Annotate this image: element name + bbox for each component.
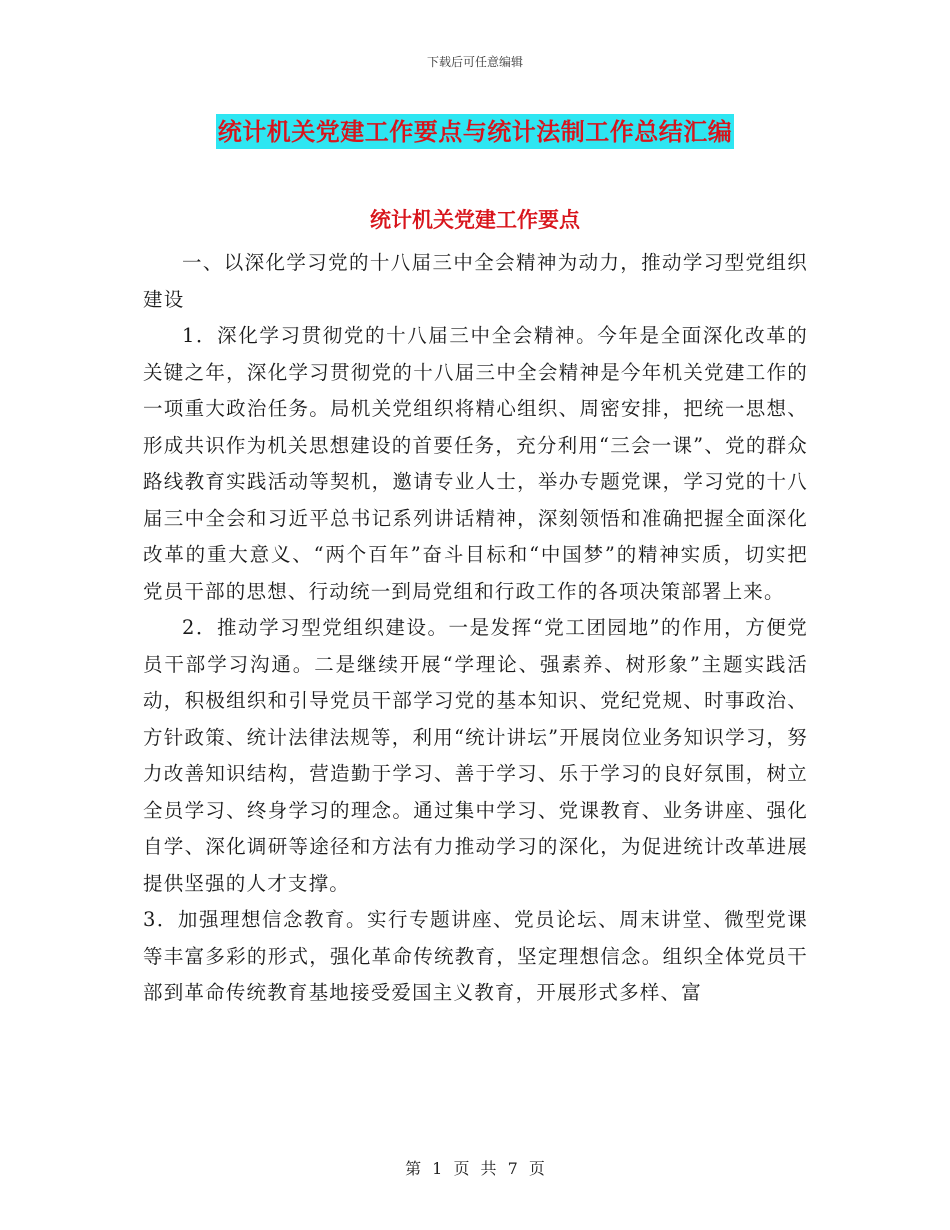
document-body: [143, 245, 808, 1012]
page-footer: 第 1 页 共 7 页: [405, 1159, 545, 1178]
paragraph-heading-1: 一、以深化学习党的十八届三中全会精神为动力，推动学习型党组织建设: [143, 251, 808, 311]
paragraph-item-3: 3．加强理想信念教育。实行专题讲座、党员论坛、周末讲堂、微型党课等丰富多彩的形式，强化革命传统教育，坚定理想信念。组织全体党员干部到革命传统教育基地接受爱国主义教育，开展形式多样、富: [143, 908, 808, 1004]
paragraph-item-1: 1．深化学习贯彻党的十八届三中全会精神。今年是全面深化改革的关键之年，深化学习贯彻党的十八届三中全会精神是今年机关党建工作的一项重大政治任务。局机关党组织将精心组织、周密安排，把统一思想、形成共识作为机关思想建设的首要任务，充分利用“三会一课”、党的群众路线教育实践活动等契机，邀请专业人士，举办专题党课，学习党的十八届三中全会和习近平总书记系列讲话精神，深刻领悟和准确把握全面深化改革的重大意义、“两个百年”奋斗目标和“中国梦”的精神实质，切实把党员干部的思想、行动统一到局党组和行政工作的各项决策部署上来。: [143, 324, 808, 603]
document-title-text: 统计机关党建工作要点与统计法制工作总结汇编: [216, 114, 735, 149]
section-title: 统计机关党建工作要点: [370, 207, 580, 232]
header-note: 下载后可任意编辑: [426, 55, 523, 69]
paragraph-item-2: 2．推动学习型党组织建设。一是发挥“党工团园地”的作用，方便党员干部学习沟通。二是继续开展“学理论、强素养、树形象”主题实践活动，积极组织和引导党员干部学习党的基本知识、党纪党规、时事政治、方针政策、统计法律法规等，利用“统计讲坛”开展岗位业务知识学习，努力改善知识结构，营造勤于学习、善于学习、乐于学习的良好氛围，树立全员学习、终身学习的理念。通过集中学习、党课教育、业务讲座、强化自学、深化调研等途径和方法有力推动学习的深化，为促进统计改革进展提供坚强的人才支撑。: [143, 616, 808, 895]
document-title: [0, 112, 950, 147]
